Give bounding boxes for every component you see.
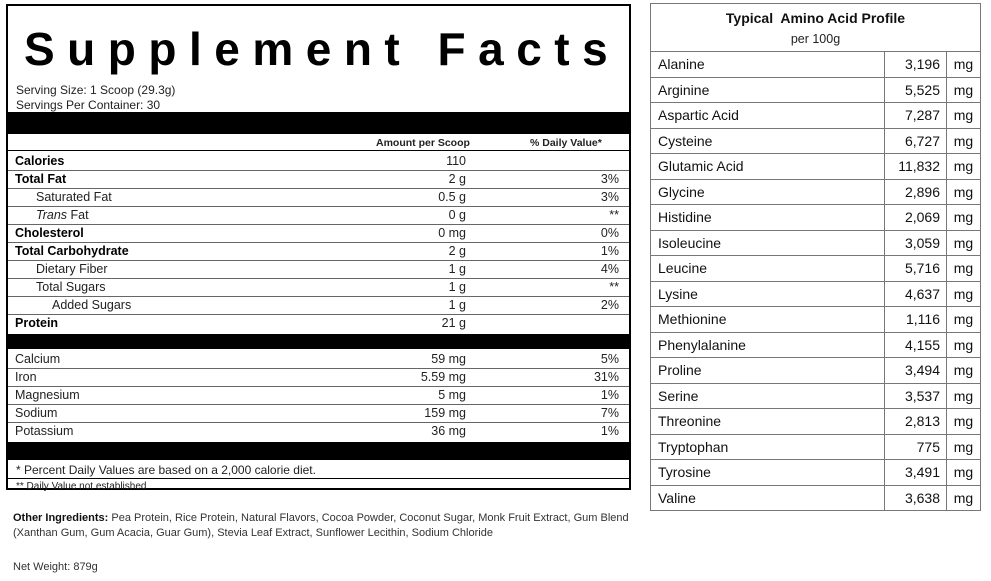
amino-acid-name: Glutamic Acid — [651, 154, 885, 179]
amino-acid-value: 5,525 — [885, 78, 947, 103]
amino-acid-row — [651, 358, 980, 384]
nutrient-amount: 1 g — [448, 298, 466, 312]
amino-acid-value: 3,059 — [885, 231, 947, 256]
mineral-row-sodium — [8, 405, 629, 423]
other-ingredients — [13, 511, 633, 541]
mineral-amount: 5.59 mg — [420, 370, 466, 384]
amino-acid-profile-table — [650, 3, 981, 511]
amino-acid-value: 3,537 — [885, 384, 947, 409]
footnote-not-established: ** Daily Value not established — [16, 481, 147, 492]
amino-acid-value: 2,069 — [885, 205, 947, 230]
amino-acid-row — [651, 333, 980, 359]
amino-acid-value: 1,116 — [885, 307, 947, 332]
nutrient-row-protein — [8, 315, 629, 333]
amino-acid-value: 6,727 — [885, 129, 947, 154]
amino-acid-row — [651, 205, 980, 231]
amino-acid-table-body — [651, 52, 980, 510]
nutrient-amount: 1 g — [448, 280, 466, 294]
nutrient-name-rest: Fat — [67, 208, 89, 222]
nutrient-name: Dietary Fiber — [36, 262, 108, 276]
amino-acid-name: Arginine — [651, 78, 885, 103]
mineral-name: Magnesium — [15, 388, 80, 402]
amino-acid-name: Phenylalanine — [651, 333, 885, 358]
amino-acid-value: 7,287 — [885, 103, 947, 128]
nutrient-name-italic: Trans — [36, 208, 68, 222]
amino-acid-unit: mg — [953, 489, 974, 506]
nutrient-dv: 2% — [600, 298, 619, 312]
serving-size: Serving Size: 1 Scoop (29.3g) — [16, 83, 176, 97]
amino-acid-name: Tyrosine — [651, 460, 885, 485]
amino-acid-name: Glycine — [651, 180, 885, 205]
amino-acid-name: Alanine — [651, 52, 885, 77]
nutrient-dv: 3% — [600, 172, 619, 186]
nutrient-row-total-carbohydrate — [8, 243, 629, 261]
nutrient-row-total-fat — [8, 171, 629, 189]
amino-acid-value: 3,491 — [885, 460, 947, 485]
mineral-amount: 159 mg — [424, 406, 466, 420]
nutrient-row-dietary-fiber — [8, 261, 629, 279]
amino-acid-row — [651, 307, 980, 333]
daily-value-column-header: % Daily Value* — [530, 137, 602, 149]
mineral-row-potassium — [8, 423, 629, 441]
amino-acid-name: Threonine — [651, 409, 885, 434]
amino-acid-value: 3,494 — [885, 358, 947, 383]
amino-acid-unit: mg — [953, 81, 974, 98]
nutrient-name: Total Sugars — [36, 280, 106, 294]
nutrient-name: Total Fat — [15, 172, 67, 186]
mineral-name: Potassium — [15, 424, 74, 438]
amino-acid-value: 4,155 — [885, 333, 947, 358]
amino-acid-name: Isoleucine — [651, 231, 885, 256]
amino-acid-value: 2,813 — [885, 409, 947, 434]
nutrient-amount: 0.5 g — [438, 190, 466, 204]
amino-acid-unit: mg — [953, 311, 974, 327]
amino-acid-unit: mg — [953, 413, 974, 429]
amino-acid-unit: mg — [953, 158, 974, 174]
divider-bar — [8, 334, 629, 349]
mineral-name: Sodium — [15, 406, 58, 420]
nutrient-row-trans-fat — [8, 207, 629, 225]
nutrient-row-saturated-fat — [8, 189, 629, 207]
amino-acid-name: Serine — [651, 384, 885, 409]
amino-acid-row — [651, 231, 980, 257]
amino-acid-name: Tryptophan — [651, 435, 885, 460]
amount-column-header: Amount per Scoop — [376, 137, 470, 149]
mineral-name: Calcium — [15, 352, 61, 366]
amino-acid-name: Proline — [651, 358, 885, 383]
amino-acid-unit: mg — [953, 234, 974, 251]
amino-acid-row — [651, 52, 980, 78]
mineral-dv: 1% — [600, 424, 619, 438]
servings-per-container: Servings Per Container: 30 — [16, 98, 161, 112]
amino-acid-row — [651, 154, 980, 180]
nutrient-amount: 110 — [446, 154, 466, 168]
amino-acid-unit: mg — [953, 260, 974, 276]
amino-acid-name: Leucine — [651, 256, 885, 281]
amino-acid-unit: mg — [953, 183, 974, 200]
nutrient-name: Protein — [15, 316, 59, 330]
nutrient-amount: 1 g — [448, 262, 466, 276]
amino-acid-unit: mg — [953, 387, 974, 404]
amino-acid-name: Cysteine — [651, 129, 885, 154]
net-weight: Net Weight: 879g — [13, 561, 98, 573]
nutrient-name — [36, 207, 89, 224]
nutrient-name: Added Sugars — [52, 298, 132, 312]
mineral-dv: 7% — [600, 406, 619, 420]
mineral-dv: 5% — [600, 352, 619, 366]
amino-acid-value: 11,832 — [885, 154, 947, 179]
divider-line — [8, 150, 629, 151]
nutrient-dv: 4% — [600, 262, 619, 276]
nutrient-dv: 3% — [600, 190, 619, 204]
nutrient-amount: 21 g — [441, 316, 466, 330]
nutrient-dv: 0% — [600, 226, 619, 240]
nutrient-name: Cholesterol — [15, 226, 84, 240]
nutrient-row-cholesterol — [8, 225, 629, 243]
nutrient-name: Calories — [15, 154, 65, 168]
amino-acid-value: 3,196 — [885, 52, 947, 77]
other-ingredients-label: Other Ingredients: — [13, 512, 109, 524]
footnote-daily-values: * Percent Daily Values are based on a 2,000 calorie diet. — [16, 463, 316, 477]
amino-acid-value: 775 — [885, 435, 947, 460]
amino-acid-row — [651, 78, 980, 104]
column-header — [8, 137, 629, 150]
amino-acid-row — [651, 460, 980, 486]
mineral-row-iron — [8, 369, 629, 387]
nutrient-row-calories — [8, 153, 629, 171]
mineral-row-magnesium — [8, 387, 629, 405]
amino-acid-table-subtitle: per 100g — [790, 32, 841, 46]
amino-acid-row — [651, 282, 980, 308]
nutrient-name: Total Carbohydrate — [15, 244, 129, 258]
amino-acid-row — [651, 409, 980, 435]
amino-acid-value: 5,716 — [885, 256, 947, 281]
amino-acid-name: Lysine — [651, 282, 885, 307]
nutrient-amount: 2 g — [448, 172, 466, 186]
mineral-amount: 59 mg — [431, 352, 466, 366]
amino-acid-unit: mg — [953, 209, 974, 225]
amino-acid-unit: mg — [953, 438, 974, 455]
amino-acid-name: Methionine — [651, 307, 885, 332]
amino-acid-value: 3,638 — [885, 486, 947, 511]
amino-acid-unit: mg — [953, 336, 974, 353]
amino-acid-row — [651, 129, 980, 155]
amino-acid-unit: mg — [953, 464, 974, 480]
divider-bar — [8, 112, 629, 134]
nutrient-amount: 2 g — [448, 244, 466, 258]
amino-acid-table-header — [651, 4, 980, 52]
amino-acid-value: 2,896 — [885, 180, 947, 205]
amino-acid-name: Aspartic Acid — [651, 103, 885, 128]
nutrient-dv: ** — [609, 280, 619, 294]
amino-acid-table-title: Typical Amino Acid Profile — [725, 10, 906, 26]
amino-acid-row — [651, 180, 980, 206]
amino-acid-value: 4,637 — [885, 282, 947, 307]
nutrient-row-total-sugars — [8, 279, 629, 297]
mineral-amount: 36 mg — [431, 424, 466, 438]
nutrient-row-added-sugars — [8, 297, 629, 315]
mineral-amount: 5 mg — [438, 388, 466, 402]
amino-acid-row — [651, 256, 980, 282]
mineral-dv: 31% — [593, 370, 619, 384]
nutrient-dv: ** — [609, 208, 619, 222]
divider-line — [8, 478, 629, 479]
amino-acid-unit: mg — [953, 132, 974, 149]
amino-acid-unit: mg — [953, 56, 974, 72]
amino-acid-row — [651, 103, 980, 129]
mineral-dv: 1% — [600, 388, 619, 402]
mineral-row-calcium — [8, 351, 629, 369]
supplement-facts-panel — [6, 4, 631, 490]
nutrient-amount: 0 mg — [438, 226, 466, 240]
amino-acid-name: Valine — [651, 486, 885, 511]
amino-acid-unit: mg — [953, 285, 974, 302]
amino-acid-unit: mg — [953, 107, 974, 123]
amino-acid-row — [651, 486, 980, 511]
amino-acid-unit: mg — [953, 362, 974, 378]
amino-acid-name: Histidine — [651, 205, 885, 230]
nutrient-name: Saturated Fat — [36, 190, 112, 204]
divider-bar — [8, 442, 629, 460]
amino-acid-row — [651, 384, 980, 410]
other-ingredients-text: Pea Protein, Rice Protein, Natural Flavors, Cocoa Powder, Coconut Sugar, Monk Fruit Extract, Gum Blend (Xanthan Gum, Gum Acacia, Guar Gum), Stevia Leaf Extract, Sunflower Lecithin, Sodium Chloride — [13, 512, 629, 539]
supplement-facts-title: Supplement Facts — [24, 23, 621, 75]
nutrient-dv: 1% — [600, 244, 619, 258]
amino-acid-row — [651, 435, 980, 461]
mineral-name: Iron — [15, 370, 37, 384]
nutrient-amount: 0 g — [448, 208, 466, 222]
